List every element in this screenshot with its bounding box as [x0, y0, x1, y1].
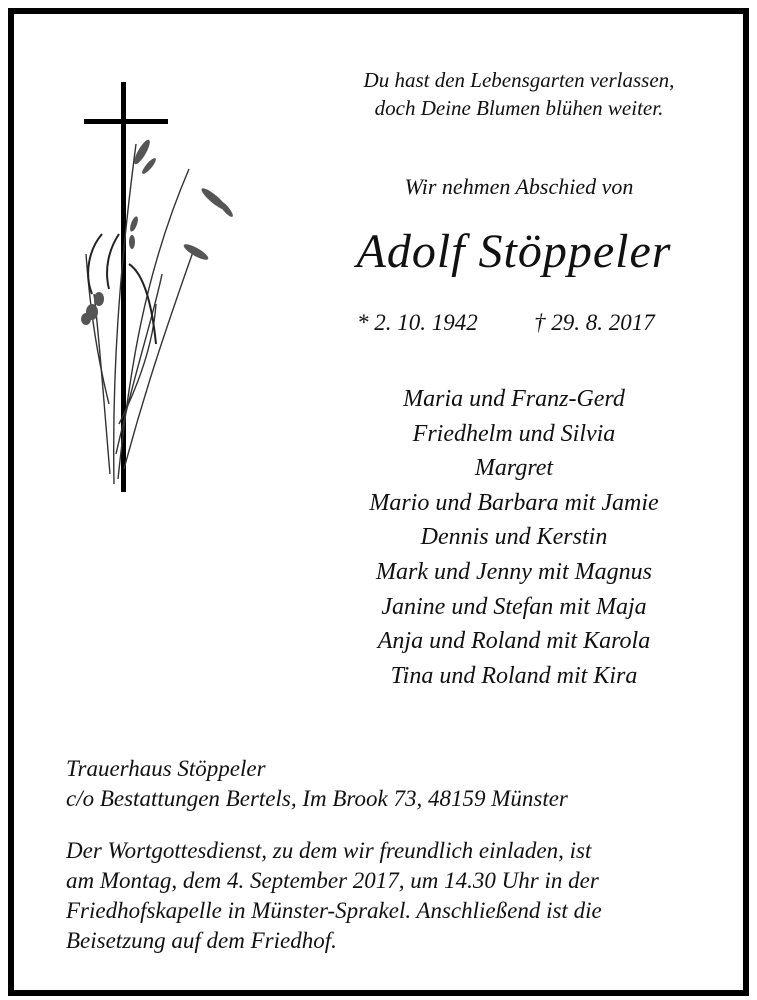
mourner-entry: Mario und Barbara mit Jamie: [369, 489, 659, 516]
service-line: Friedhofskapelle in Münster-Sprakel. Anschließend ist die: [66, 898, 602, 923]
mourning-house-address: [66, 754, 568, 814]
mourner-entry: Dennis und Kerstin: [420, 524, 608, 551]
mourner-entry: Janine und Stefan mit Maja: [381, 593, 647, 620]
mourners-list: [304, 382, 724, 693]
service-line: Beisetzung auf dem Friedhof.: [66, 928, 337, 953]
mourning-house-name: Trauerhaus Stöppeler: [66, 756, 266, 781]
verse-line: Du hast den Lebensgarten verlassen,: [363, 68, 675, 92]
farewell-intro: Wir nehmen Abschied von: [404, 174, 634, 199]
mourner-entry: Anja und Roland mit Karola: [377, 628, 651, 655]
birth-date: * 2. 10. 1942: [357, 310, 478, 335]
mourner-entry: Friedhelm und Silvia: [412, 420, 616, 447]
memorial-verse: [329, 66, 709, 122]
mourning-house-care-of: c/o Bestattungen Bertels, Im Brook 73, 48159 Münster: [66, 786, 568, 811]
service-line: Der Wortgottesdienst, zu dem wir freundlich einladen, ist: [66, 838, 592, 863]
service-notice: [66, 836, 716, 956]
mourner-entry: Mark und Jenny mit Magnus: [376, 558, 652, 585]
service-line: am Montag, dem 4. September 2017, um 14.30 Uhr in der: [66, 868, 599, 893]
deceased-name: Adolf Stöppeler: [356, 225, 672, 278]
mourner-entry: Maria und Franz-Gerd: [403, 386, 625, 412]
death-date: † 29. 8. 2017: [534, 310, 655, 335]
obituary-frame: [8, 8, 749, 996]
mourner-entry: Tina und Roland mit Kira: [390, 662, 638, 689]
mourner-entry: Margret: [474, 455, 554, 482]
cross-with-grain-stalks-icon: [74, 74, 249, 504]
verse-line: doch Deine Blumen blühen weiter.: [374, 96, 664, 120]
